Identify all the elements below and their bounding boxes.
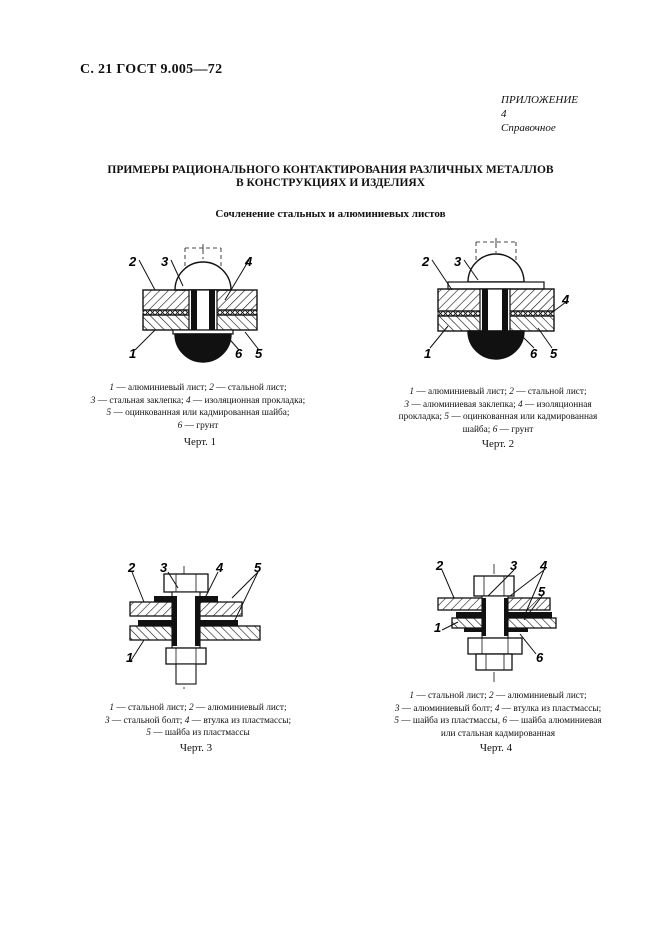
section-subtitle: Сочленение стальных и алюминиевых листов	[215, 208, 446, 220]
figure-1-label-4: 4	[245, 254, 253, 269]
figure-1-number: Черт. 1	[183, 436, 217, 448]
appendix-type: Справочное	[501, 122, 556, 134]
figure-2-label-2: 2	[422, 254, 430, 269]
figure-2-label-1: 1	[424, 346, 432, 361]
rivet-head-bottom	[175, 334, 231, 362]
figure-2-label-3: 3	[454, 254, 462, 269]
figure-3-number: Черт. 3	[179, 742, 213, 754]
figure-1-label-3: 3	[161, 254, 169, 269]
figure-1-caption: 1 — алюминиевый лист; 2 — стальной лист; 3 — стальная заклепка; 4 — изоляционная прокладка; 5 — оцинкованная или кадмированная шайба; 6 — грунт	[90, 383, 306, 431]
page-header: С. 21 ГОСТ 9.005—72	[80, 62, 223, 77]
title-line-1: ПРИМЕРЫ РАЦИОНАЛЬНОГО КОНТАКТИРОВАНИЯ РАЗЛИЧНЫХ МЕТАЛЛОВ	[107, 164, 554, 176]
figure-1-label-1: 1	[129, 346, 137, 361]
figure-1-label-6: 6	[235, 346, 243, 361]
nut	[166, 648, 206, 664]
figure-1-label-5: 5	[255, 346, 263, 361]
figure-4-label-1: 1	[434, 620, 442, 635]
title-line-2: В КОНСТРУКЦИЯХ И ИЗДЕЛИЯХ	[235, 177, 426, 189]
figure-4-label-5: 5	[538, 584, 546, 599]
figure-4-caption: 1 — стальной лист; 2 — алюминиевый лист; 3 — алюминиевый болт; 4 — втулка из пластмассы; 5 — шайба из пластмассы, 6 — шайба алюминиевая или стальная кадмированная	[394, 691, 602, 739]
figure-4-label-6: 6	[536, 650, 544, 665]
appendix-note	[501, 93, 581, 135]
figure-2-label-4: 4	[562, 292, 570, 307]
figure-3-label-4: 4	[216, 560, 224, 575]
figure-3-drawing	[118, 558, 268, 693]
figure-4-label-3: 3	[510, 558, 518, 573]
figure-2-label-5: 5	[550, 346, 558, 361]
figure-3-label-2: 2	[128, 560, 136, 575]
figure-1-label-2: 2	[129, 254, 137, 269]
figure-3-caption: 1 — стальной лист; 2 — алюминиевый лист; 3 — стальной болт; 4 — втулка из пластмассы; 5 — шайба из пластмассы	[104, 703, 292, 739]
figure-2-number: Черт. 2	[481, 438, 515, 450]
figure-2-caption: 1 — алюминиевый лист; 2 — стальной лист; 3 — алюминиевая заклепка; 4 — изоляционная прокладка; 5 — оцинкованная или кадмированная шайба; 6 — грунт	[398, 387, 598, 435]
appendix-title: ПРИЛОЖЕНИЕ 4	[501, 94, 578, 120]
page-title	[80, 164, 581, 190]
figure-2-drawing	[418, 236, 578, 366]
figure-3-label-1: 1	[126, 650, 134, 665]
figure-4-label-2: 2	[436, 558, 444, 573]
figure-2-label-6: 6	[530, 346, 538, 361]
figure-3-label-3: 3	[160, 560, 168, 575]
figure-4-number: Черт. 4	[479, 742, 513, 754]
figure-3-label-5: 5	[254, 560, 262, 575]
figure-4-label-4: 4	[540, 558, 548, 573]
figure-1-drawing	[125, 240, 275, 370]
figure-4-drawing	[428, 556, 578, 686]
